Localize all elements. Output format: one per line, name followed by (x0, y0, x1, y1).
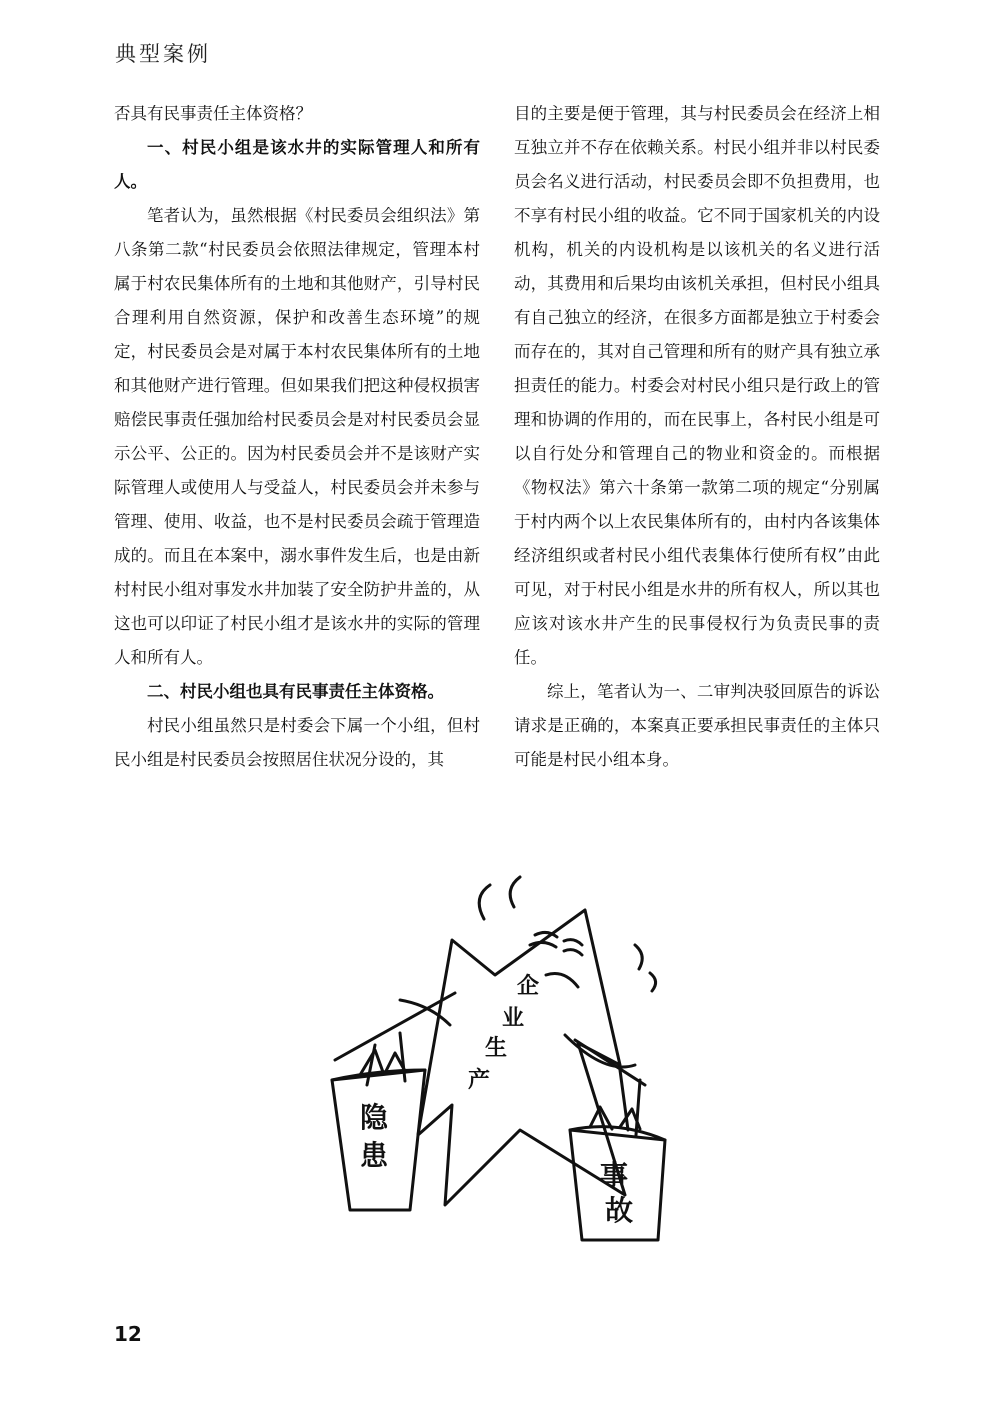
bucket-label: 故 (605, 1194, 634, 1227)
bucket-label: 隐 (360, 1101, 389, 1134)
bucket-label: 患 (360, 1139, 389, 1172)
section-heading: 一、村民小组是该水井的实际管理人和所有人。 (114, 138, 480, 191)
cartoon-illustration (320, 865, 690, 1275)
arrow-char: 产 (468, 1068, 491, 1093)
paragraph: 笔者认为，虽然根据《村民委员会组织法》第八条第二款“村民委员会依照法律规定，管理本村属于村农民集体所有的土地和其他财产，引导村民合理利用自然资源，保护和改善生态环境”的规定，村民委员会是对属于本村农民集体所有的土地和其他财产进行管理。但如果我们把这种侵权损害赔偿民事责任强加给村民委员会是对村民委员会显示公平、公正的。因为村民委员会并不是该财产实际管理人或使用人与受益人，村民委员会并未参与管理、使用、收益，也不是村民委员会疏于管理造成的。而且在本案中，溺水事件发生后，也是由新村村民小组对事发水井加装了安全防护井盖的，从这也可以印证了村民小组才是该水井的实际的管理人和所有人。 (114, 206, 480, 667)
arrow-char: 业 (502, 1006, 525, 1031)
section-header: 典型案例 (115, 42, 211, 66)
section-heading: 二、村民小组也具有民事责任主体资格。 (147, 682, 444, 701)
bucket-label: 事 (600, 1159, 629, 1192)
left-column (114, 97, 480, 777)
page-number: 12 (114, 1322, 142, 1346)
right-column (514, 97, 880, 777)
arrow-char: 企 (517, 974, 540, 999)
paragraph: 目的主要是便于管理，其与村民委员会在经济上相互独立并不存在依赖关系。村民小组并非以村民委员会名义进行活动，村民委员会即不负担费用，也不享有村民小组的收益。它不同于国家机关的内设机构，机关的内设机构是以该机关的名义进行活动，其费用和后果均由该机关承担，但村民小组具有自己独立的经济，在很多方面都是独立于村委会而存在的，其对自己管理和所有的财产具有独立承担责任的能力。村委会对村民小组只是行政上的管理和协调的作用的，而在民事上，各村民小组是可以自行处分和管理自己的物业和资金的。而根据《物权法》第六十条第一款第二项的规定“分别属于村内两个以上农民集体所有的，由村内各该集体经济组织或者村民小组代表集体行使所有权”由此可见，对于村民小组是水井的所有权人，所以其也应该对该水井产生的民事侵权行为负责民事的责任。 (514, 104, 880, 667)
paragraph: 综上，笔者认为一、二审判决驳回原告的诉讼请求是正确的，本案真正要承担民事责任的主体只可能是村民小组本身。 (514, 682, 880, 769)
paragraph: 村民小组虽然只是村委会下属一个小组，但村民小组是村民委员会按照居住状况分设的，其 (114, 716, 480, 769)
arrow-char: 生 (485, 1036, 508, 1061)
paragraph: 否具有民事责任主体资格？ (114, 104, 312, 123)
